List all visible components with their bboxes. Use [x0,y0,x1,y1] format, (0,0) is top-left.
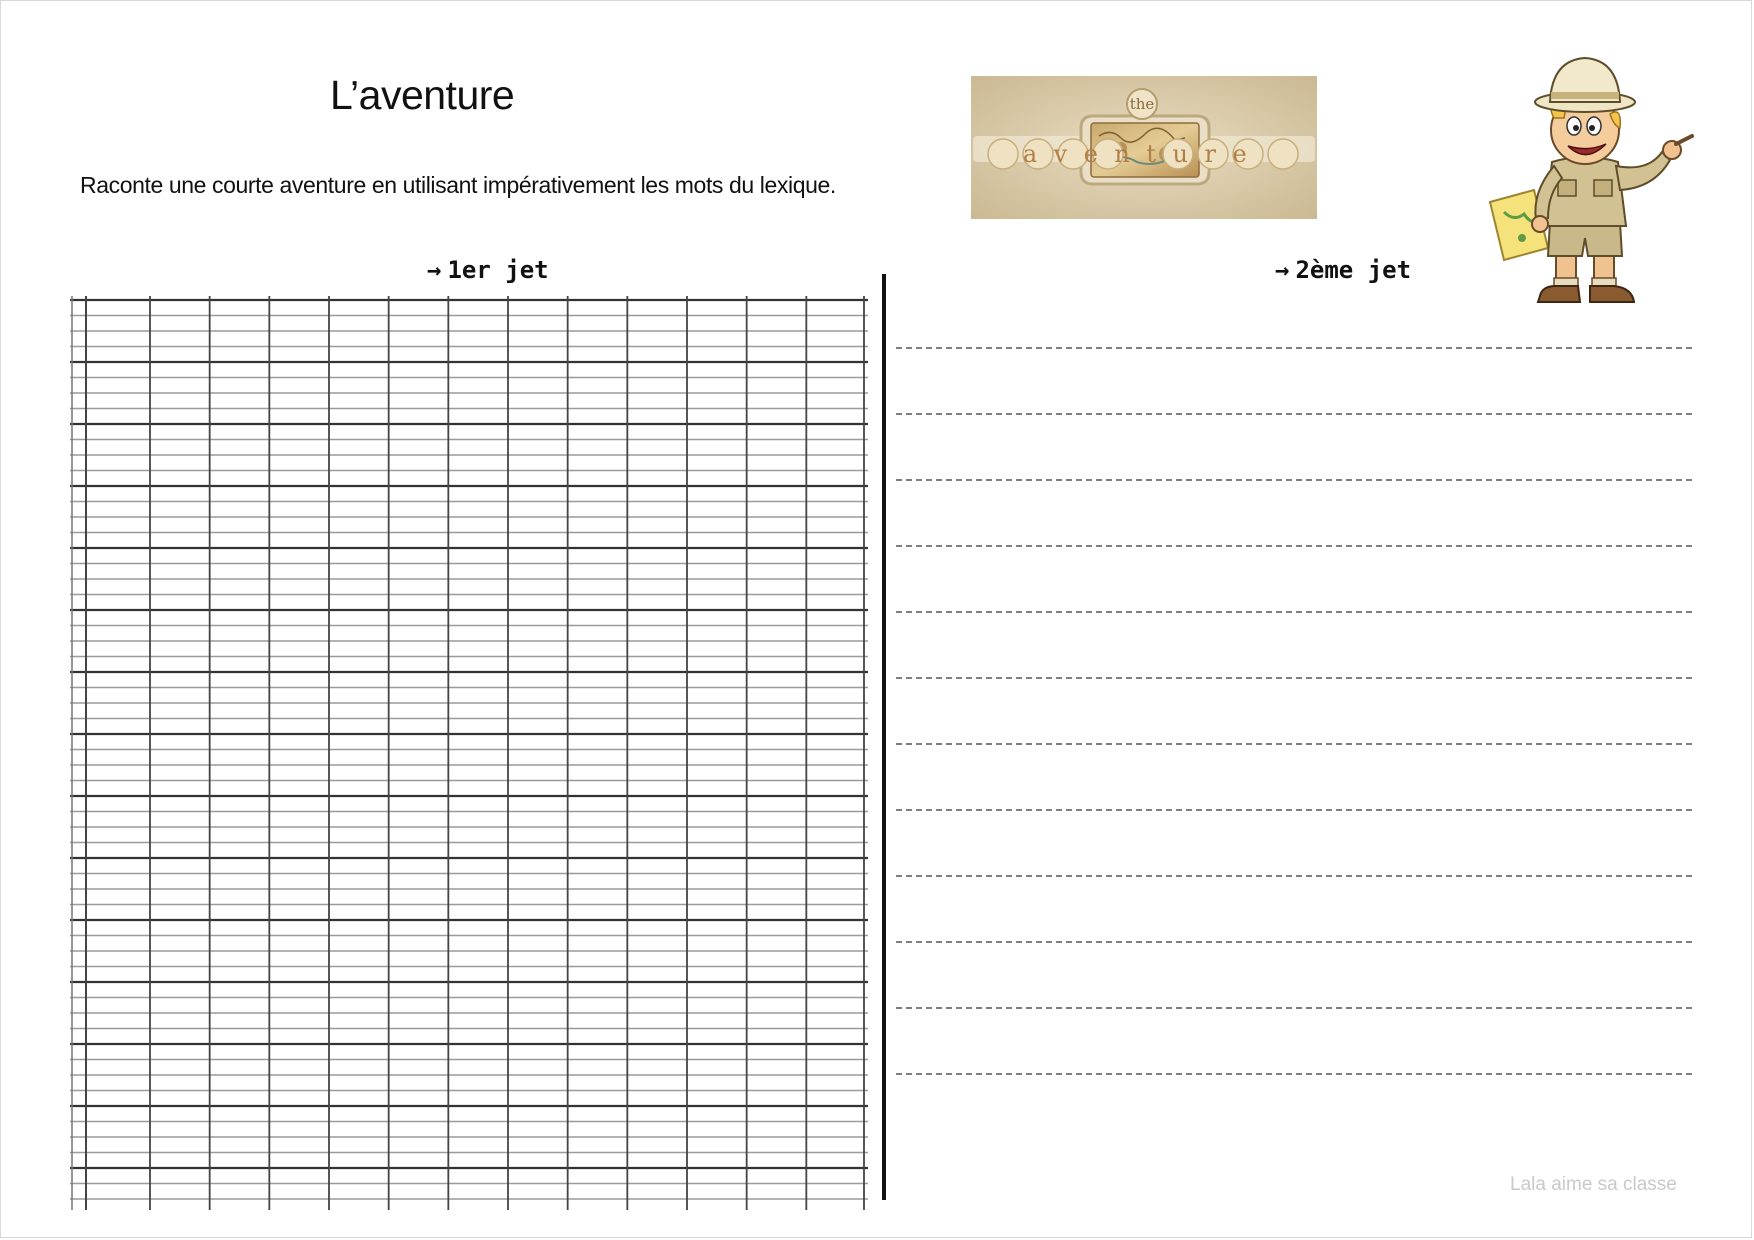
explorer-boy-icon [1470,52,1710,322]
banner-big-word: aventure [1022,140,1264,168]
instruction-text: Raconte une courte aventure en utilisant impérativement les mots du lexique. [80,172,836,198]
page-title: L’aventure [330,72,515,118]
first-draft-label: 1er jet [447,256,549,284]
column-divider [882,274,886,1200]
second-draft-heading [1275,256,1411,284]
dashed-writing-lines[interactable] [896,340,1692,1140]
credit-watermark: Lala aime sa classe [1510,1174,1677,1195]
arrow-right-icon: → [427,256,442,284]
banner-small-word: the [1129,95,1155,113]
seyes-writing-grid[interactable] [70,296,870,1210]
second-draft-label: 2ème jet [1295,256,1412,284]
aventure-banner [971,76,1317,219]
arrow-right-icon: → [1275,256,1290,284]
first-draft-heading [427,256,549,284]
